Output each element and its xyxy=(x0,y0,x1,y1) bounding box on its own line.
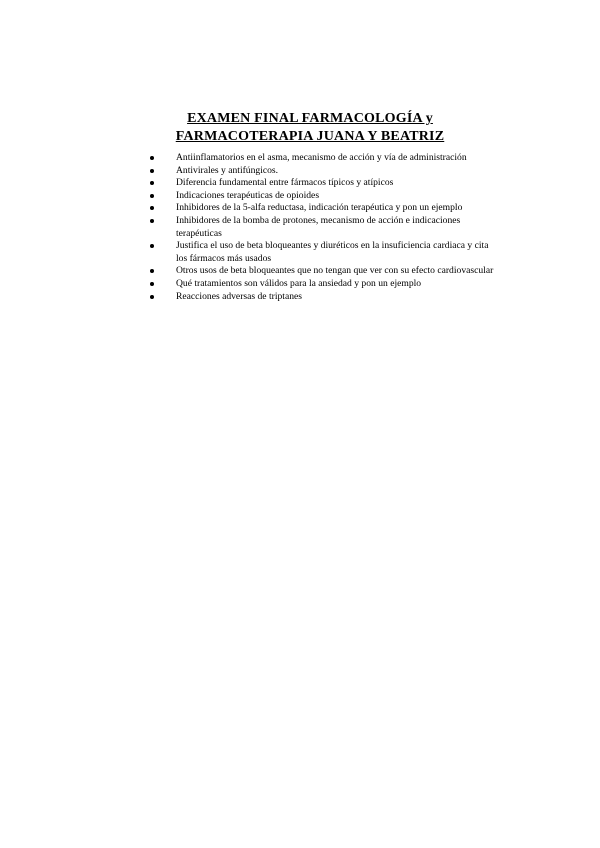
list-item-text: Justifica el uso de beta bloqueantes y diuréticos en la insuficiencia cardiaca y cita los fármacos más usados xyxy=(176,240,489,264)
bullet-icon xyxy=(150,194,154,198)
exam-title xyxy=(150,110,470,146)
list-item-text: Diferencia fundamental entre fármacos típicos y atípicos xyxy=(176,177,394,189)
bullet-icon xyxy=(150,219,154,223)
list-item-text: Qué tratamientos son válidos para la ansiedad y pon un ejemplo xyxy=(176,277,422,289)
list-item-text: Antivirales y antifúngicos. xyxy=(176,164,279,176)
list-item-text: Inhibidores de la 5-alfa reductasa, indicación terapéutica y pon un ejemplo xyxy=(176,202,463,214)
list-item xyxy=(146,291,496,304)
bullet-icon xyxy=(150,156,154,160)
bullet-icon xyxy=(150,269,154,273)
exam-title-line-2: FARMACOTERAPIA JUANA Y BEATRIZ xyxy=(175,129,445,144)
list-item-text: Otros usos de beta bloqueantes que no tengan que ver con su efecto cardiovascular xyxy=(176,265,494,277)
list-item xyxy=(146,177,496,190)
list-item xyxy=(146,152,496,165)
bullet-icon xyxy=(150,282,154,286)
list-item xyxy=(146,190,496,203)
list-item xyxy=(146,265,496,278)
bullet-icon xyxy=(150,295,154,299)
list-item xyxy=(146,165,496,178)
bullet-icon xyxy=(150,206,154,210)
list-item xyxy=(146,278,496,291)
question-list xyxy=(146,152,496,303)
list-item-text: Inhibidores de la bomba de protones, mecanismo de acción e indicaciones terapéuticas xyxy=(176,214,461,239)
bullet-icon xyxy=(150,181,154,185)
list-item-text: Indicaciones terapéuticas de opioides xyxy=(176,189,320,201)
bullet-icon xyxy=(150,244,154,248)
list-item-text: Reacciones adversas de triptanes xyxy=(176,290,302,302)
exam-title-line-1: EXAMEN FINAL FARMACOLOGÍA y xyxy=(187,111,433,126)
list-item xyxy=(146,202,496,215)
list-item xyxy=(146,240,496,265)
list-item xyxy=(146,215,496,240)
list-item-text: Antiinflamatorios en el asma, mecanismo de acción y vía de administración xyxy=(176,152,467,163)
bullet-icon xyxy=(150,169,154,173)
